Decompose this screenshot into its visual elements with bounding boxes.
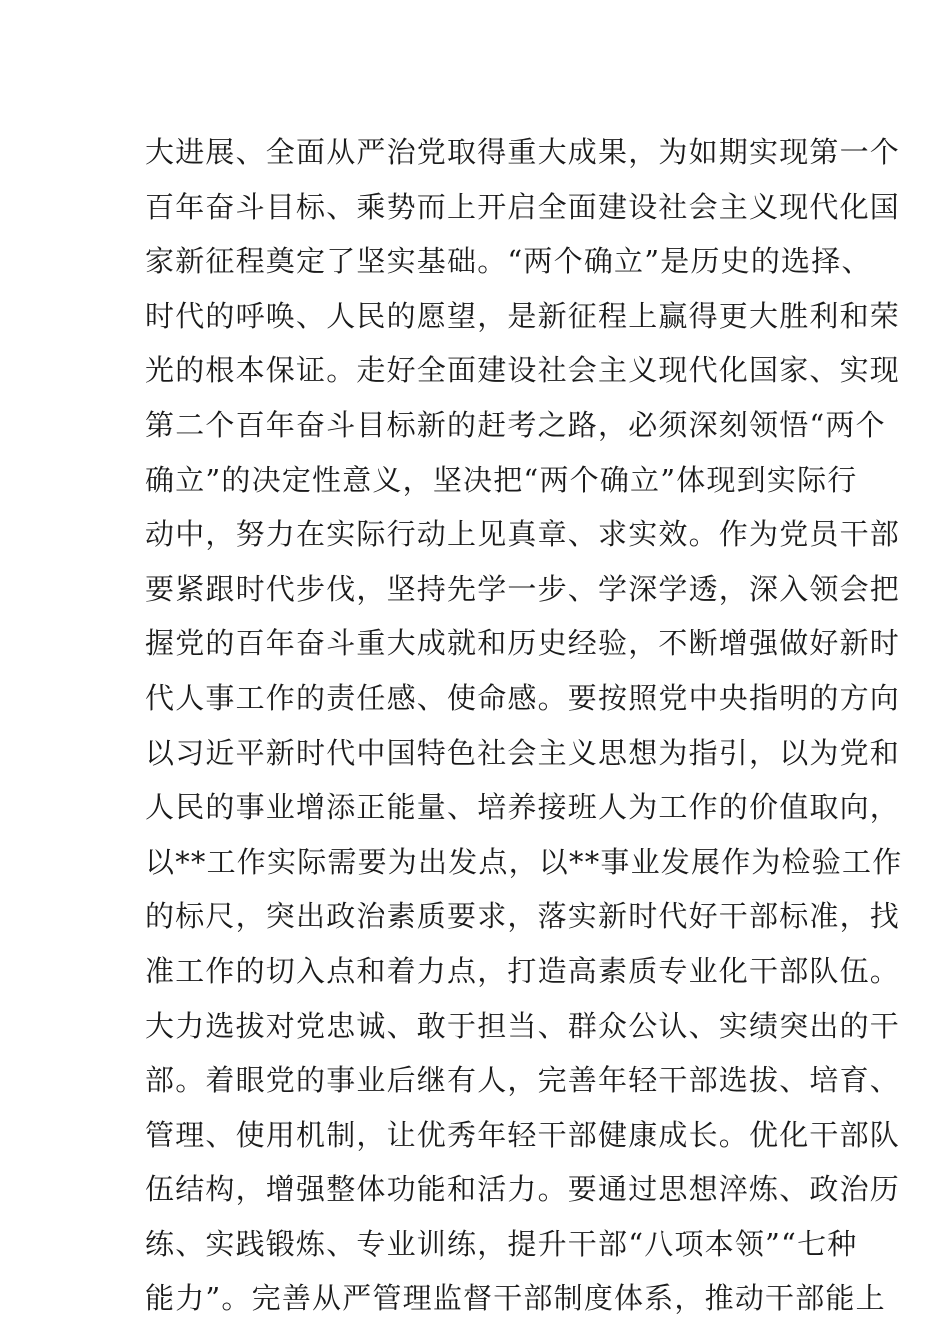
- text-line: 百年奋斗目标、乘势而上开启全面建设社会主义现代化国: [145, 189, 901, 224]
- body-text: [145, 125, 903, 1326]
- text-line: 伍结构，增强整体功能和活力。要通过思想淬炼、政治历: [145, 1172, 901, 1207]
- text-line: 能力”。完善从严管理监督干部制度体系，推动干部能上: [145, 1281, 886, 1316]
- text-line: 的标尺，突出政治素质要求，落实新时代好干部标准，找: [145, 899, 901, 934]
- text-line: 家新征程奠定了坚实基础。“两个确立”是历史的选择、: [145, 244, 872, 279]
- text-line: 准工作的切入点和着力点，打造高素质专业化干部队伍。: [145, 953, 901, 988]
- text-line: 要紧跟时代步伐，坚持先学一步、学深学透，深入领会把: [145, 571, 901, 606]
- text-line: 人民的事业增添正能量、培养接班人为工作的价值取向，: [145, 790, 901, 825]
- text-line: 管理、使用机制，让优秀年轻干部健康成长。优化干部队: [145, 1117, 901, 1152]
- text-line: 光的根本保证。走好全面建设社会主义现代化国家、实现: [145, 353, 901, 388]
- text-line: 确立”的决定性意义，坚决把“两个确立”体现到实际行: [145, 462, 858, 497]
- text-line: 代人事工作的责任感、使命感。要按照党中央指明的方向: [145, 680, 901, 715]
- text-line: 第二个百年奋斗目标新的赶考之路，必须深刻领悟“两个: [145, 407, 886, 442]
- text-line: 大力选拔对党忠诚、敢于担当、群众公认、实绩突出的干: [145, 1008, 901, 1043]
- text-line: 部。着眼党的事业后继有人，完善年轻干部选拔、培育、: [145, 1063, 901, 1098]
- text-line: 以**工作实际需要为出发点，以**事业发展作为检验工作: [145, 844, 903, 879]
- text-line: 大进展、全面从严治党取得重大成果，为如期实现第一个: [145, 135, 901, 169]
- text-line: 动中，努力在实际行动上见真章、求实效。作为党员干部: [145, 517, 901, 552]
- text-line: 握党的百年奋斗重大成就和历史经验，不断增强做好新时: [145, 626, 901, 661]
- text-line: 练、实践锻炼、专业训练，提升干部“八项本领”“七种: [145, 1226, 858, 1261]
- text-line: 以习近平新时代中国特色社会主义思想为指引，以为党和: [145, 735, 901, 770]
- text-line: 时代的呼唤、人民的愿望，是新征程上赢得更大胜利和荣: [145, 298, 901, 333]
